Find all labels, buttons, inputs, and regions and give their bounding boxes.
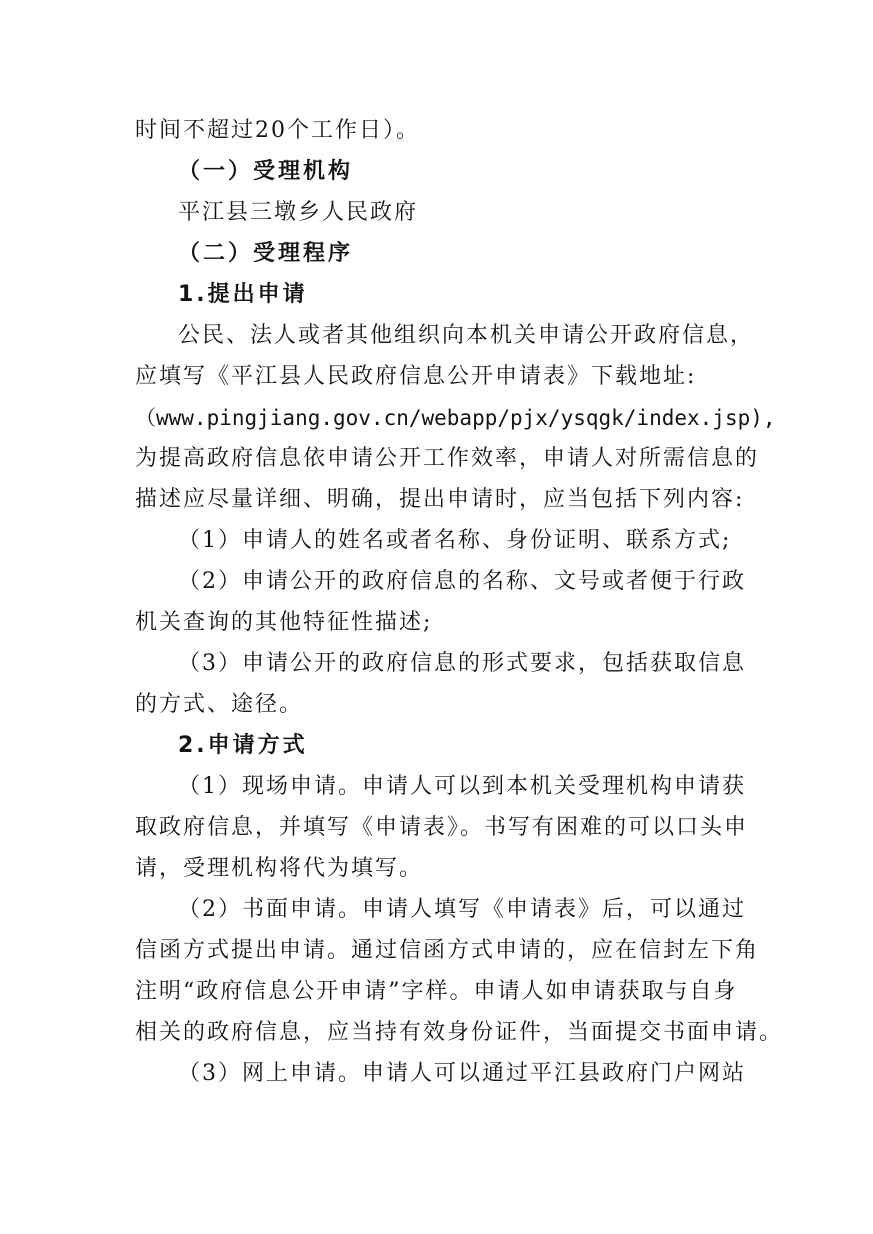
list-item-continuation: 信函方式提出申请。通过信函方式申请的，应在信封左下角 [135,938,760,963]
download-url: （www.pingjiang.gov.cn/webapp/pjx/ysqgk/index.jsp), [135,406,776,430]
paragraph-continuation: 时间不超过20个工作日）。 [135,118,420,143]
heading-accepting-agency: （一）受理机构 [178,159,354,184]
subheading-submit-application: 1.提出申请 [178,282,308,307]
paragraph-line: 公民、法人或者其他组织向本机关申请公开政府信息， [178,323,755,348]
list-item-continuation: 请，受理机构将代为填写。 [135,856,424,881]
list-item-continuation: 的方式、途径。 [135,692,304,717]
list-item: （3）网上申请。申请人可以通过平江县政府门户网站 [178,1061,746,1086]
list-item: （1）现场申请。申请人可以到本机关受理机构申请获 [178,774,746,799]
subheading-application-methods: 2.申请方式 [178,733,308,758]
list-item: （3）申请公开的政府信息的形式要求，包括获取信息 [178,651,746,676]
paragraph-line: 应填写《平江县人民政府信息公开申请表》下载地址: [135,364,697,389]
paragraph-line: 为提高政府信息依申请公开工作效率，申请人对所需信息的 [135,446,760,471]
list-item-continuation: 相关的政府信息，应当持有效身份证件，当面提交书面申请。 [135,1020,784,1045]
list-item: （2）申请公开的政府信息的名称、文号或者便于行政 [178,569,746,594]
list-item-continuation: 机关查询的其他特征性描述; [135,610,433,635]
agency-name: 平江县三墩乡人民政府 [178,200,419,225]
list-item: （1）申请人的姓名或者名称、身份证明、联系方式; [178,528,732,553]
list-item-continuation: 注明“政府信息公开申请”字样。申请人如申请获取与自身 [135,979,738,1004]
heading-procedure: （二）受理程序 [178,241,354,266]
list-item: （2）书面申请。申请人填写《申请表》后，可以通过 [178,897,746,922]
paragraph-line: 描述应尽量详细、明确，提出申请时，应当包括下列内容: [135,487,745,512]
list-item-continuation: 取政府信息，并填写《申请表》。书写有困难的可以口头申 [135,815,749,840]
